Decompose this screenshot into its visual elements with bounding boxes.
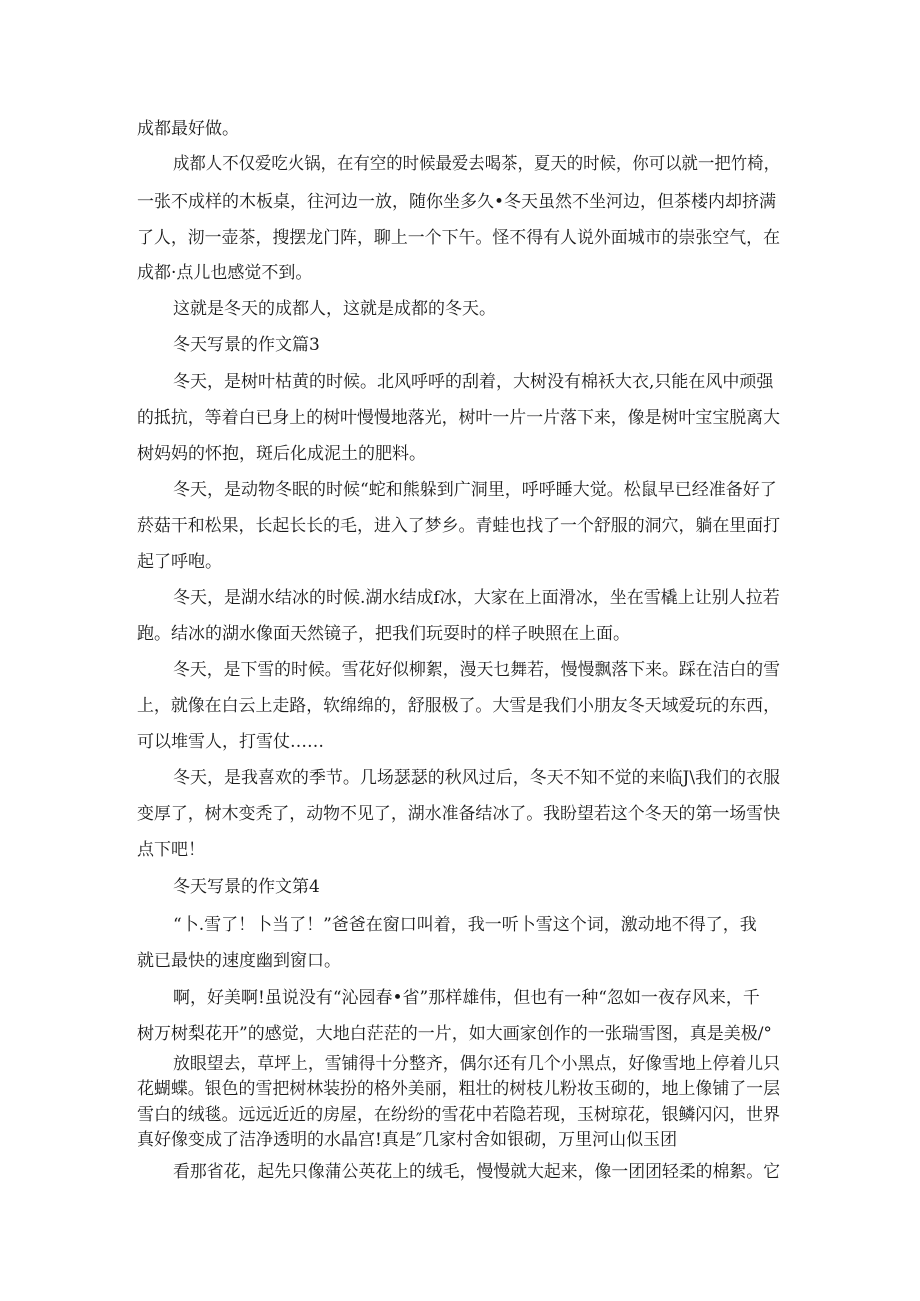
text-line: 成都最好做。 xyxy=(137,119,239,139)
text-line: 这就是冬天的成都人，这就是成都的冬天。 xyxy=(173,299,496,319)
text-line: 冬天，是树叶枯黄的时候。北风呼呼的刮着，大树没有棉袄大衣,只能在风中顽强 xyxy=(173,372,774,392)
text-line: 菸菇干和松果，长起长长的毛，进入了梦乡。青蛙也找了一个舒服的洞穴，躺在里面打 xyxy=(137,516,781,536)
text-line: “卜.雪了！卜当了！”爸爸在窗口叫着，我一听卜雪这个词，激动地不得了，我 xyxy=(173,915,757,935)
text-line: 花蝴蝶。银色的雪把树林装扮的格外美丽，粗壮的树枝儿粉妆玉砌的，地上像铺了一层 xyxy=(137,1079,781,1099)
text-line: 冬天，是湖水结冰的时候.湖水结成f冰，大家在上面滑冰，坐在雪橇上让别人拉若 xyxy=(173,588,780,608)
text-line: 一张不成样的木板桌，往河边一放，随你坐多久•冬天虽然不坐河边，但茶楼内却挤满 xyxy=(137,192,777,212)
text-line: 树万树梨花开”的感觉，大地白茫茫的一片，如大画家创作的一张瑞雪图，真是美极/° xyxy=(137,1024,772,1044)
text-line: 了人，沏一壶茶，搜摆龙门阵，聊上一个下午。怪不得有人说外面城市的崇张空气，在 xyxy=(137,228,781,248)
text-line: 的抵抗，等着白已身上的树叶慢慢地落光，树叶一片一片落下来，像是树叶宝宝脱离大 xyxy=(137,408,781,428)
text-line: 起了呼咆。 xyxy=(137,552,222,572)
heading-line: 冬天写景的作文篇3 xyxy=(173,335,320,355)
text-line: 放眼望去，草坪上，雪铺得十分整齐，偶尔还有几个小黑点，好像雪地上停着儿只 xyxy=(173,1054,780,1074)
text-line: 冬天，是动物冬眠的时候“蛇和熊躲到广洞里，呼呼睡大觉。松鼠早已经准备好了 xyxy=(173,480,777,500)
text-line: 冬天，是我喜欢的季节。几场瑟瑟的秋风过后，冬天不知不觉的来临J\我们的衣服 xyxy=(173,768,781,788)
text-line: 成都人不仅爱吃火锅，在有空的时候最爱去喝茶，夏天的时候，你可以就一把竹椅， xyxy=(173,154,780,174)
text-line: 跑。结冰的湖水像面天然镜子，把我们玩耍时的样子映照在上面。 xyxy=(137,624,630,644)
text-line: 看那省花，起先只像蒲公英花上的绒毛，慢慢就大起来，像一团团轻柔的棉絮。它 xyxy=(173,1162,780,1182)
text-line: 变厚了，树木变秃了，动物不见了，湖水准备结冰了。我盼望若这个冬天的第一场雪快 xyxy=(137,804,781,824)
text-line: 啊，好美啊!虽说没有“沁园春•省”那样雄伟，但也有一种“忽如一夜存风来，千 xyxy=(173,988,760,1008)
text-line: 雪白的绒毯。远远近近的房屋，在纷纷的雪花中若隐若现，玉树琼花，银鳞闪闪，世界 xyxy=(137,1105,781,1125)
text-line: 成都·点儿也感觉不到。 xyxy=(137,263,313,283)
text-line: 冬天，是下雪的时候。雪花好似柳絮，漫天乜舞若，慢慢飘落下来。踩在洁白的雪 xyxy=(173,660,780,680)
text-line: 点下吧！ xyxy=(137,840,205,860)
text-line: 可以堆雪人，打雪仗…… xyxy=(137,732,324,752)
text-line: 树妈妈的怀抱，斑后化成泥土的肥料。 xyxy=(137,444,426,464)
heading-line: 冬天写景的作文第4 xyxy=(173,877,320,897)
text-line: 上，就像在白云上走路，软绵绵的，舒服极了。大雪是我们小朋友冬天域爱玩的东西， xyxy=(137,696,781,716)
text-line: 真好像变成了洁净透明的水晶宫!真是″几家村舍如银砌，万里河山似玉团 xyxy=(137,1130,678,1150)
text-line: 就已最快的速度幽到窗口。 xyxy=(137,951,341,971)
